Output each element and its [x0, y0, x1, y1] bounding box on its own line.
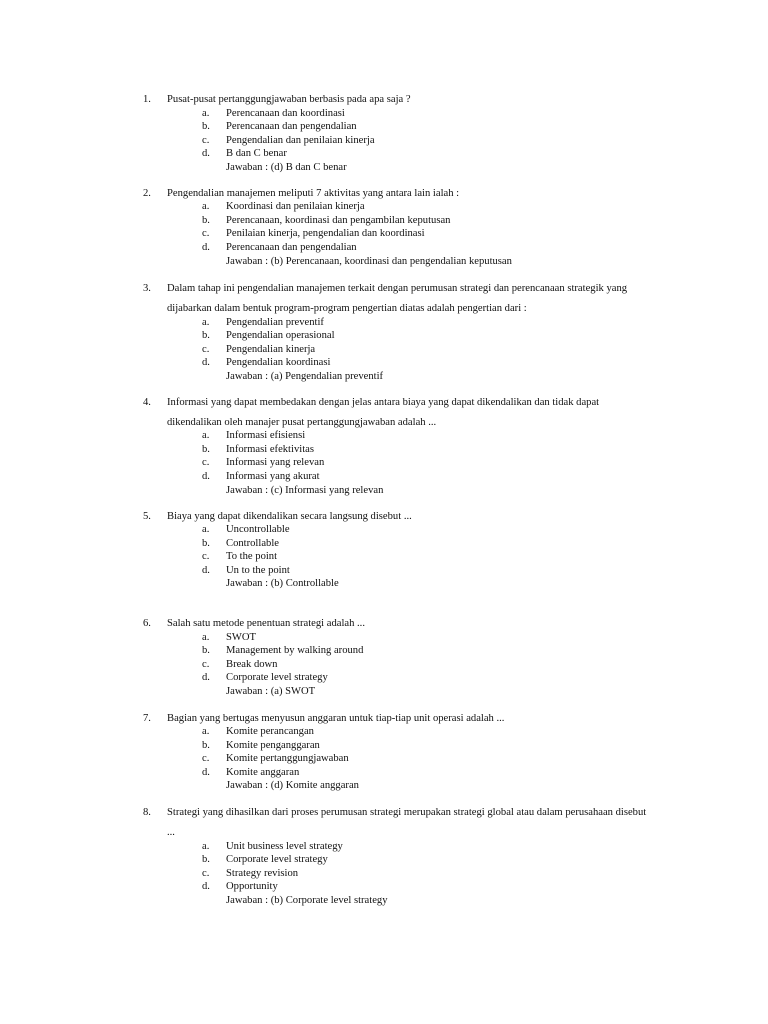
option-letter: a. [202, 201, 210, 212]
option-text: Pengendalian koordinasi [226, 357, 331, 368]
option-letter: a. [202, 108, 210, 119]
option-letter: b. [202, 854, 210, 865]
option-letter: c. [202, 753, 210, 764]
answer-line: Jawaban : (d) Komite anggaran [226, 780, 359, 791]
option-text: To the point [226, 551, 278, 562]
option-text: Koordinasi dan penilaian kinerja [226, 201, 365, 212]
option-text: Perencanaan dan koordinasi [226, 108, 345, 119]
answer-line: Jawaban : (c) Informasi yang relevan [226, 485, 384, 496]
question-text-continued: ... [167, 827, 175, 838]
question-text: Dalam tahap ini pengendalian manajemen terkait dengan perumusan strategi dan perencanaan strategik yang [167, 283, 628, 294]
option-text: Komite perancangan [226, 726, 314, 737]
option-text: Uncontrollable [226, 524, 290, 535]
option-letter: b. [202, 645, 210, 656]
option-text: Informasi yang akurat [226, 471, 320, 482]
option-text: Pengendalian kinerja [226, 344, 316, 355]
question-text: Informasi yang dapat membedakan dengan jelas antara biaya yang dapat dikendalikan dan tidak dapat [167, 397, 600, 408]
option-letter: d. [202, 148, 210, 159]
question-number: 7. [143, 713, 151, 724]
answer-line: Jawaban : (a) SWOT [226, 686, 316, 697]
option-letter: d. [202, 242, 210, 253]
option-letter: c. [202, 344, 210, 355]
option-letter: b. [202, 330, 210, 341]
option-letter: d. [202, 471, 210, 482]
question-number: 6. [143, 618, 151, 629]
option-text: B dan C benar [226, 148, 287, 159]
option-letter: d. [202, 357, 210, 368]
question-number: 3. [143, 283, 151, 294]
option-letter: d. [202, 767, 210, 778]
option-letter: a. [202, 726, 210, 737]
answer-line: Jawaban : (d) B dan C benar [226, 162, 347, 173]
question-number: 5. [143, 511, 151, 522]
option-letter: c. [202, 135, 210, 146]
option-letter: c. [202, 659, 210, 670]
answer-line: Jawaban : (b) Controllable [226, 578, 339, 589]
option-text: Komite anggaran [226, 767, 300, 778]
option-text: Strategy revision [226, 868, 299, 879]
option-text: Opportunity [226, 881, 278, 892]
option-letter: a. [202, 841, 210, 852]
option-text: Informasi efektivitas [226, 444, 314, 455]
option-letter: b. [202, 740, 210, 751]
option-letter: c. [202, 551, 210, 562]
question-text-continued: dikendalikan oleh manajer pusat pertanggungjawaban adalah ... [167, 417, 437, 428]
option-text: Informasi efisiensi [226, 430, 306, 441]
option-text: Informasi yang relevan [226, 457, 325, 468]
question-text: Pengendalian manajemen meliputi 7 aktivitas yang antara lain ialah : [167, 188, 460, 199]
answer-line: Jawaban : (a) Pengendalian preventif [226, 371, 384, 382]
option-text: Pengendalian dan penilaian kinerja [226, 135, 375, 146]
option-text: Unit business level strategy [226, 841, 343, 852]
option-text: SWOT [226, 632, 257, 643]
option-letter: a. [202, 632, 210, 643]
option-letter: c. [202, 228, 210, 239]
question-text: Pusat-pusat pertanggungjawaban berbasis pada apa saja ? [167, 94, 411, 105]
option-letter: b. [202, 121, 210, 132]
option-letter: b. [202, 538, 210, 549]
option-text: Perencanaan dan pengendalian [226, 242, 357, 253]
option-text: Perencanaan, koordinasi dan pengambilan keputusan [226, 215, 451, 226]
question-number: 2. [143, 188, 151, 199]
option-text: Un to the point [226, 565, 290, 576]
question-number: 8. [143, 807, 151, 818]
option-text: Break down [226, 659, 278, 670]
option-text: Pengendalian preventif [226, 317, 324, 328]
option-text: Komite pertanggungjawaban [226, 753, 349, 764]
answer-line: Jawaban : (b) Corporate level strategy [226, 895, 388, 906]
option-text: Corporate level strategy [226, 854, 328, 865]
option-letter: a. [202, 430, 210, 441]
question-text-continued: dijabarkan dalam bentuk program-program pengertian diatas adalah pengertian dari : [167, 303, 527, 314]
option-letter: b. [202, 215, 210, 226]
option-letter: d. [202, 565, 210, 576]
option-letter: d. [202, 881, 210, 892]
question-number: 4. [143, 397, 151, 408]
question-text: Biaya yang dapat dikendalikan secara langsung disebut ... [167, 511, 412, 522]
option-text: Perencanaan dan pengendalian [226, 121, 357, 132]
option-text: Komite penganggaran [226, 740, 320, 751]
question-text: Bagian yang bertugas menyusun anggaran untuk tiap-tiap unit operasi adalah ... [167, 713, 505, 724]
option-letter: c. [202, 457, 210, 468]
option-letter: d. [202, 672, 210, 683]
option-letter: a. [202, 524, 210, 535]
question-number: 1. [143, 94, 151, 105]
option-text: Corporate level strategy [226, 672, 328, 683]
answer-line: Jawaban : (b) Perencanaan, koordinasi dan pengendalian keputusan [226, 256, 512, 267]
option-text: Management by walking around [226, 645, 364, 656]
option-text: Pengendalian operasional [226, 330, 335, 341]
option-letter: a. [202, 317, 210, 328]
option-text: Controllable [226, 538, 279, 549]
option-letter: b. [202, 444, 210, 455]
question-text: Strategi yang dihasilkan dari proses perumusan strategi merupakan strategi global atau dalam perusahaan disebut [167, 807, 647, 818]
question-text: Salah satu metode penentuan strategi adalah ... [167, 618, 365, 629]
option-letter: c. [202, 868, 210, 879]
option-text: Penilaian kinerja, pengendalian dan koordinasi [226, 228, 425, 239]
